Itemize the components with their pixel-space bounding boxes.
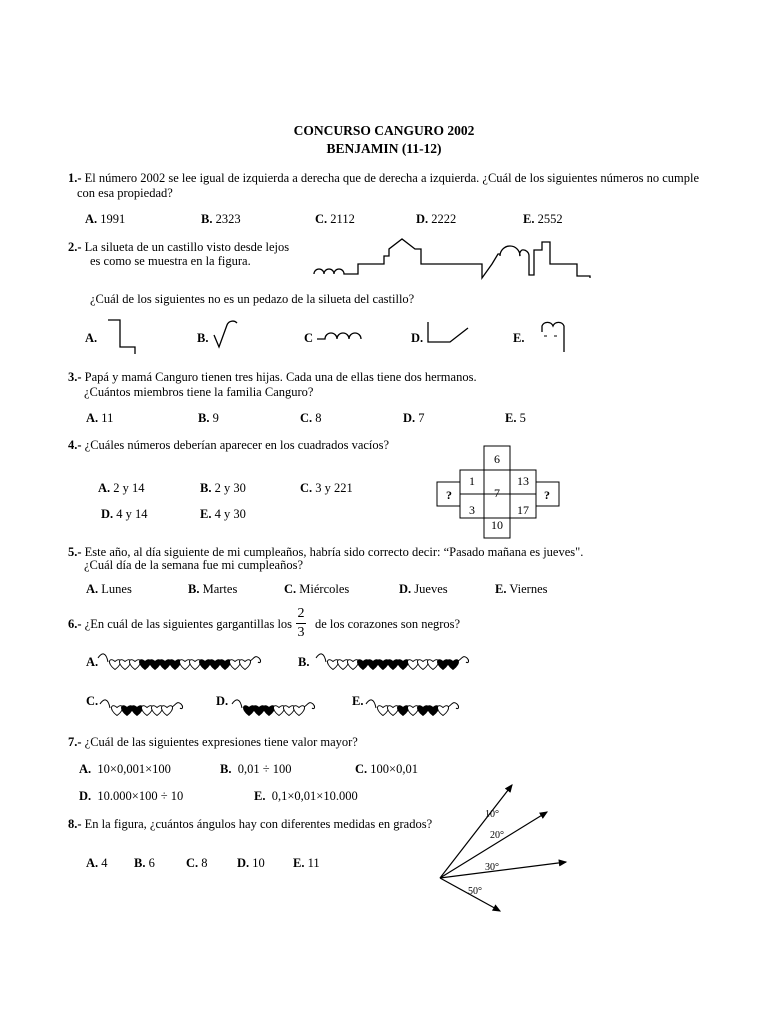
heart-icon — [179, 660, 190, 670]
question-text-cont: con esa propiedad? — [77, 186, 173, 200]
question-text-cont: es como se muestra en la figura. — [90, 254, 251, 268]
option-e[interactable]: E. 2552 — [523, 212, 563, 226]
heart-icon — [209, 660, 220, 670]
option-e[interactable]: E. 4 y 30 — [200, 507, 246, 521]
option-a[interactable]: A. — [86, 655, 99, 669]
heart-icon — [377, 706, 388, 716]
option-c-figure — [317, 327, 367, 347]
angle-label-10: 10° — [485, 809, 499, 820]
question-subtext: ¿Cuál de los siguientes no es un pedazo de la silueta del castillo? — [90, 292, 415, 306]
fraction-numerator: 2 — [297, 606, 305, 621]
option-d[interactable]: D. 10 — [237, 856, 265, 870]
heart-icon — [169, 660, 180, 670]
question-text: ¿En cuál de las siguientes gargantillas los — [84, 617, 293, 631]
grid-cell-center: 7 — [494, 486, 500, 500]
question-number: 7.- — [68, 735, 82, 749]
question-text: El número 2002 se lee igual de izquierda a derecha que de derecha a izquierda. ¿Cuál de los siguientes números no cumple — [84, 171, 700, 185]
question-text: ¿Cuáles números deberían aparecer en los cuadrados vacíos? — [84, 438, 390, 452]
heart-icon — [119, 660, 130, 670]
heart-icon — [131, 706, 142, 716]
question-number: 2.- — [68, 240, 82, 254]
option-b[interactable]: B. 2323 — [201, 212, 241, 226]
option-a[interactable]: A. 11 — [86, 411, 114, 425]
question-text: Papá y mamá Canguro tienen tres hijas. Cada una de ellas tiene dos hermanos. — [84, 370, 477, 384]
heart-icon — [161, 706, 172, 716]
grid-cell-right-top: 13 — [517, 474, 529, 488]
question-number: 1.- — [68, 171, 82, 185]
heart-icon — [347, 660, 358, 670]
option-c[interactable]: C. 2112 — [315, 212, 355, 226]
question-text: Este año, al día siguiente de mi cumpleaños, habría sido correcto decir: “Pasado mañana es jueves". — [84, 545, 584, 559]
option-b[interactable]: B. — [197, 331, 209, 345]
option-d[interactable]: D. Jueves — [399, 582, 448, 596]
option-a[interactable]: A. — [85, 331, 98, 345]
heart-icon — [149, 660, 160, 670]
option-a[interactable]: A. 4 — [86, 856, 108, 870]
heart-icon — [283, 706, 294, 716]
question-number: 6.- — [68, 617, 82, 631]
angles-figure — [430, 775, 580, 925]
page-subtitle: BENJAMIN (11-12) — [326, 141, 442, 156]
heart-icon — [199, 660, 210, 670]
option-c[interactable]: C. 8 — [300, 411, 322, 425]
castle-silhouette-figure — [312, 234, 602, 284]
option-e-figure — [538, 314, 578, 354]
question-text: La silueta de un castillo visto desde lejos — [84, 240, 290, 254]
number-grid-figure — [436, 445, 566, 540]
heart-icon — [417, 706, 428, 716]
option-d[interactable]: D. — [216, 694, 229, 708]
heart-icon — [263, 706, 274, 716]
heart-icon — [357, 660, 368, 670]
option-e[interactable]: E. — [513, 331, 525, 345]
question-text-cont: ¿Cuál día de la semana fue mi cumpleaños? — [84, 558, 304, 572]
heart-icon — [293, 706, 304, 716]
heart-icon — [437, 660, 448, 670]
question-number: 3.- — [68, 370, 82, 384]
option-c[interactable]: C. 100×0,01 — [355, 762, 418, 776]
option-b[interactable]: B. 9 — [198, 411, 219, 425]
heart-icon — [121, 706, 132, 716]
option-c[interactable]: C — [304, 331, 314, 345]
question-2 — [68, 240, 289, 255]
grid-cell-bottom: 10 — [491, 518, 503, 532]
necklace-b — [314, 648, 464, 678]
question-4 — [68, 438, 389, 453]
grid-cell-left-top: 1 — [469, 474, 475, 488]
option-a[interactable]: A. Lunes — [86, 582, 132, 596]
grid-cell-unknown-left: ? — [446, 488, 452, 502]
heart-icon — [407, 706, 418, 716]
heart-icon — [141, 706, 152, 716]
fraction-denominator: 3 — [297, 625, 305, 640]
question-7 — [68, 735, 358, 750]
heart-icon — [447, 660, 458, 670]
heart-icon — [417, 660, 428, 670]
question-text: ¿Cuál de las siguientes expresiones tiene valor mayor? — [84, 735, 358, 749]
page-title: CONCURSO CANGURO 2002 — [293, 123, 475, 138]
option-b[interactable]: B. 2 y 30 — [200, 481, 246, 495]
heart-icon — [229, 660, 240, 670]
question-number: 5.- — [68, 545, 82, 559]
necklace-c — [98, 694, 198, 724]
option-b[interactable]: B. — [298, 655, 310, 669]
option-e[interactable]: E. Viernes — [495, 582, 548, 596]
option-b[interactable]: B. Martes — [188, 582, 238, 596]
question-text-cont: ¿Cuántos miembros tiene la familia Canguro? — [84, 385, 314, 399]
necklace-d — [230, 694, 330, 724]
option-e[interactable]: E. 11 — [293, 856, 320, 870]
heart-icon — [377, 660, 388, 670]
grid-cell-top: 6 — [494, 452, 500, 466]
heart-icon — [219, 660, 230, 670]
option-a[interactable]: A. 10×0,001×100 — [79, 762, 171, 776]
ray-3 — [440, 862, 566, 878]
option-c[interactable]: C. Miércoles — [284, 582, 350, 596]
heart-icon — [437, 706, 448, 716]
heart-icon — [159, 660, 170, 670]
necklace-a — [96, 648, 276, 678]
question-number: 4.- — [68, 438, 82, 452]
heart-icon — [427, 706, 438, 716]
heart-icon — [139, 660, 150, 670]
angle-label-50: 50° — [468, 886, 482, 897]
heart-icon — [109, 660, 120, 670]
angle-label-30: 30° — [485, 862, 499, 873]
grid-cell-left-bottom: 3 — [469, 503, 475, 517]
option-d[interactable]: D. 2222 — [416, 212, 457, 226]
option-c[interactable]: C. 3 y 221 — [300, 481, 353, 495]
heart-icon — [367, 660, 378, 670]
option-e[interactable]: E. 0,1×0,01×10.000 — [254, 789, 358, 803]
heart-icon — [327, 660, 338, 670]
heart-icon — [243, 706, 254, 716]
heart-icon — [397, 660, 408, 670]
heart-icon — [151, 706, 162, 716]
question-8 — [68, 817, 432, 832]
question-1 — [68, 171, 699, 186]
grid-cell-right-bottom: 17 — [517, 503, 529, 517]
option-d[interactable]: D. 4 y 14 — [101, 507, 148, 521]
question-text-cont: de los corazones son negros? — [315, 617, 461, 631]
option-e[interactable]: E. 5 — [505, 411, 526, 425]
heart-icon — [427, 660, 438, 670]
question-3 — [68, 370, 477, 385]
option-a-figure — [108, 318, 138, 358]
question-number: 8.- — [68, 817, 82, 831]
option-d[interactable]: D. 10.000×100 ÷ 10 — [79, 789, 184, 803]
option-c[interactable]: C. 8 — [186, 856, 208, 870]
option-a[interactable]: A. 1991 — [85, 212, 126, 226]
heart-icon — [273, 706, 284, 716]
option-b[interactable]: B. 0,01 ÷ 100 — [220, 762, 292, 776]
angle-label-20: 20° — [490, 830, 504, 841]
heart-icon — [387, 660, 398, 670]
fraction — [296, 606, 306, 641]
option-d-figure — [428, 320, 473, 350]
option-d[interactable]: D. 7 — [403, 411, 425, 425]
option-e[interactable]: E. — [352, 694, 364, 708]
heart-icon — [189, 660, 200, 670]
heart-icon — [239, 660, 250, 670]
necklace-e — [364, 694, 464, 724]
heart-icon — [407, 660, 418, 670]
question-text: En la figura, ¿cuántos ángulos hay con diferentes medidas en grados? — [84, 817, 433, 831]
heart-icon — [129, 660, 140, 670]
heart-icon — [387, 706, 398, 716]
option-c[interactable]: C. — [86, 694, 99, 708]
question-6 — [68, 617, 292, 632]
option-b[interactable]: B. 6 — [134, 856, 155, 870]
heart-icon — [111, 706, 122, 716]
heart-icon — [253, 706, 264, 716]
option-b-figure — [211, 313, 241, 353]
option-a[interactable]: A. 2 y 14 — [98, 481, 145, 495]
option-d[interactable]: D. — [411, 331, 424, 345]
heart-icon — [337, 660, 348, 670]
grid-cell-unknown-right: ? — [544, 488, 550, 502]
heart-icon — [397, 706, 408, 716]
